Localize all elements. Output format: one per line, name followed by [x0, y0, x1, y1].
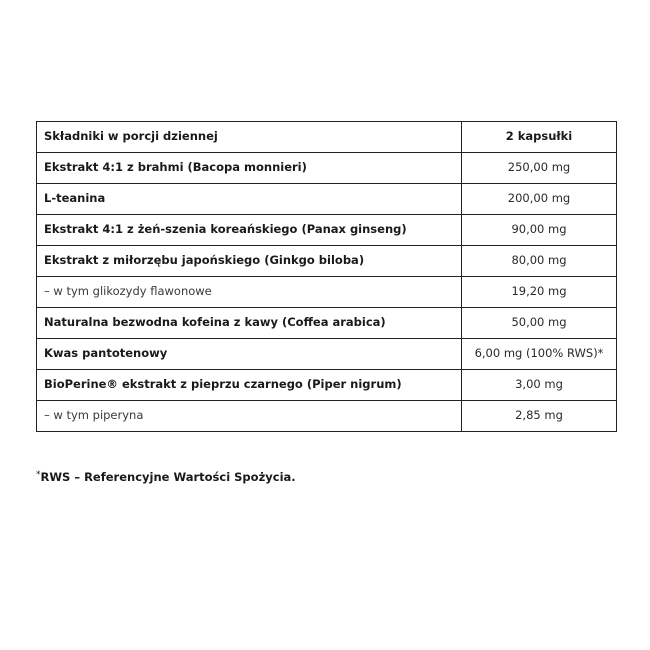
ingredient-amount: 80,00 mg [462, 246, 617, 277]
table-row [37, 215, 617, 246]
ingredient-amount: 250,00 mg [462, 153, 617, 184]
ingredient-name: BioPerine® ekstrakt z pieprzu czarnego (Piper nigrum) [37, 370, 462, 401]
ingredient-amount: 90,00 mg [462, 215, 617, 246]
ingredient-name: Ekstrakt z miłorzębu japońskiego (Ginkgo biloba) [37, 246, 462, 277]
table-row [37, 308, 617, 339]
ingredient-amount: 3,00 mg [462, 370, 617, 401]
ingredient-name: Naturalna bezwodna kofeina z kawy (Coffea arabica) [37, 308, 462, 339]
ingredient-name: Ekstrakt 4:1 z żeń-szenia koreańskiego (Panax ginseng) [37, 215, 462, 246]
table-row [37, 401, 617, 432]
ingredient-amount: 50,00 mg [462, 308, 617, 339]
ingredient-name: Ekstrakt 4:1 z brahmi (Bacopa monnieri) [37, 153, 462, 184]
table-row [37, 277, 617, 308]
header-ingredient-label: Składniki w porcji dziennej [37, 122, 462, 153]
table-row [37, 370, 617, 401]
footnote-marker: * [36, 470, 41, 480]
ingredient-name: Kwas pantotenowy [37, 339, 462, 370]
footnote-text: RWS – Referencyjne Wartości Spożycia. [40, 470, 296, 484]
ingredient-amount: 19,20 mg [462, 277, 617, 308]
ingredient-amount: 6,00 mg (100% RWS)* [462, 339, 617, 370]
ingredient-amount: 2,85 mg [462, 401, 617, 432]
table-row [37, 153, 617, 184]
table-row [37, 339, 617, 370]
table-row [37, 246, 617, 277]
header-dose-label: 2 kapsułki [462, 122, 617, 153]
footnote [36, 470, 296, 484]
ingredient-name: L-teanina [37, 184, 462, 215]
table-row [37, 184, 617, 215]
ingredients-table-body [37, 122, 617, 432]
ingredients-table [36, 121, 617, 432]
ingredient-name: – w tym piperyna [37, 401, 462, 432]
table-header-row [37, 122, 617, 153]
ingredient-amount: 200,00 mg [462, 184, 617, 215]
ingredient-name: – w tym glikozydy flawonowe [37, 277, 462, 308]
